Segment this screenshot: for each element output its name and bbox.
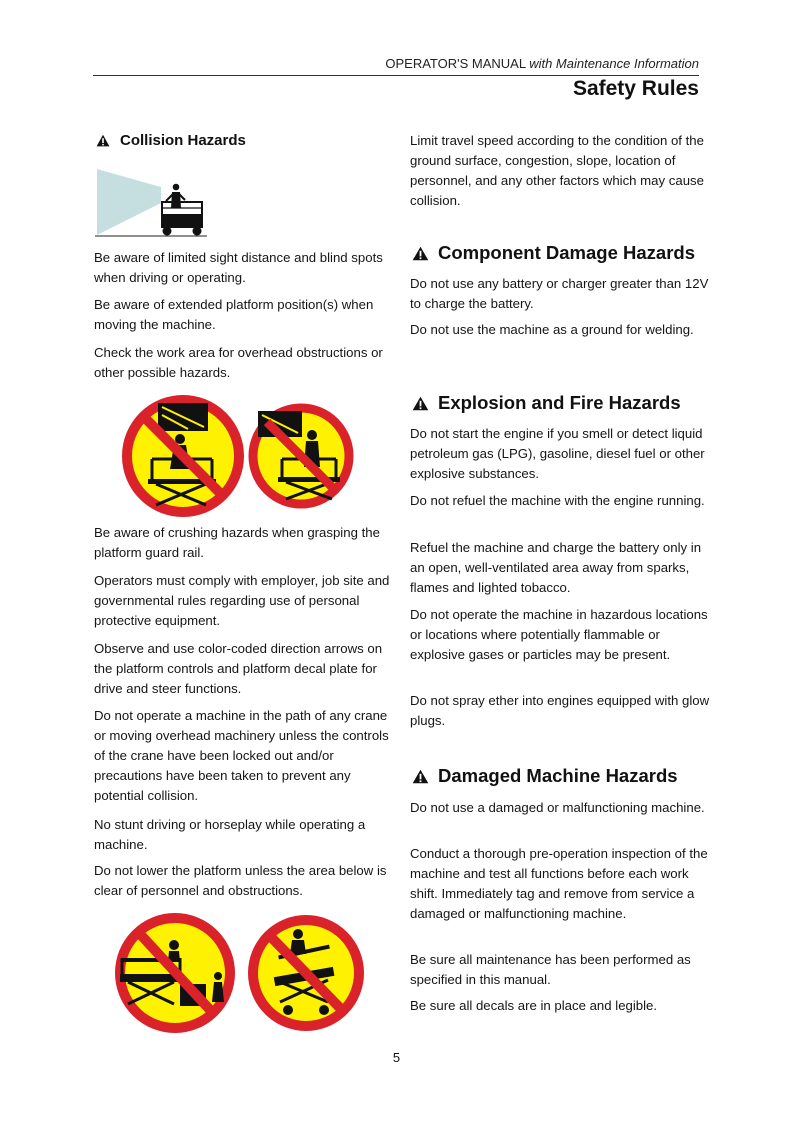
manual-subtitle: with Maintenance Information	[529, 56, 699, 71]
page-number: 5	[392, 1050, 401, 1065]
damaged-paragraph-1: Do not use a damaged or malfunctioning machine.	[410, 800, 705, 815]
warning-triangle-icon	[412, 396, 429, 411]
damaged-paragraph-2: Conduct a thorough pre-operation inspection of the machine and test all functions before each work shift. Immediately tag and remove from service a damaged or malfunctioning machine.	[410, 846, 708, 921]
explosion-paragraph-5: Do not spray ether into engines equipped with glow plugs.	[410, 693, 710, 728]
prohibition-sign-icon	[108, 912, 242, 1034]
explosion-paragraph-3: Refuel the machine and charge the battery only in an open, well-ventilated area away from sparks, flames and lighted tobacco.	[410, 540, 702, 595]
header-manual-title	[385, 56, 699, 71]
damaged-paragraph-4: Be sure all decals are in place and legible.	[410, 998, 658, 1013]
collision-paragraph-3: Check the work area for overhead obstructions or other possible hazards.	[94, 345, 383, 380]
heading-text: Explosion and Fire Hazards	[438, 392, 681, 413]
explosion-paragraph-4: Do not operate the machine in hazardous locations or locations where potentially flammable or explosive gases or particles may be present.	[410, 607, 708, 662]
collision-paragraph-9: Do not lower the platform unless the area below is clear of personnel and obstructions.	[94, 863, 387, 898]
collision-paragraph-7: Do not operate a machine in the path of any crane or moving overhead machinery unless the controls of the crane have been locked out and/or precautions have been taken to prevent any potential collision.	[94, 708, 389, 803]
component-paragraph-1: Do not use any battery or charger greater than 12V to charge the battery.	[410, 276, 709, 311]
heading-text: Damaged Machine Hazards	[438, 765, 678, 786]
component-damage-heading	[412, 242, 695, 264]
damaged-paragraph-3: Be sure all maintenance has been performed as specified in this manual.	[410, 952, 691, 987]
collision-paragraph-8: No stunt driving or horseplay while operating a machine.	[94, 817, 366, 852]
explosion-paragraph-1: Do not start the engine if you smell or detect liquid petroleum gas (LPG), gasoline, diesel fuel or other explosive substances.	[410, 426, 705, 481]
warning-triangle-icon	[96, 134, 110, 147]
collision-paragraph-6: Observe and use color-coded direction arrows on the platform controls and platform decal plate for drive and steer functions.	[94, 641, 383, 696]
limited-sight-illustration	[95, 165, 210, 240]
explosion-paragraph-2: Do not refuel the machine with the engine running.	[410, 493, 705, 508]
collision-intro-paragraph: Limit travel speed according to the condition of the ground surface, congestion, slope, location of personnel, and any other factors which may cause collision.	[410, 133, 704, 208]
damaged-machine-heading	[412, 765, 678, 787]
collision-paragraph-5: Operators must comply with employer, job site and governmental rules regarding use of personal protective equipment.	[94, 573, 390, 628]
page-title: Safety Rules	[572, 77, 699, 100]
header-divider	[93, 75, 699, 76]
warning-triangle-icon	[412, 246, 429, 261]
manual-name: OPERATOR'S MANUAL	[385, 56, 530, 71]
collision-paragraph-2: Be aware of extended platform position(s) when moving the machine.	[94, 297, 374, 332]
heading-text: Component Damage Hazards	[438, 242, 695, 263]
prohibition-sign-icon	[108, 395, 258, 517]
explosion-fire-heading	[412, 392, 681, 414]
collision-paragraph-1: Be aware of limited sight distance and blind spots when driving or operating.	[94, 250, 383, 285]
collision-paragraph-4: Be aware of crushing hazards when grasping the platform guard rail.	[94, 525, 380, 560]
component-paragraph-2: Do not use the machine as a ground for welding.	[410, 322, 694, 337]
prohibition-sign-icon	[248, 912, 368, 1034]
prohibition-sign-icon	[246, 395, 356, 517]
collision-hazards-heading	[96, 132, 246, 149]
heading-text: Collision Hazards	[120, 132, 246, 149]
warning-triangle-icon	[412, 769, 429, 784]
